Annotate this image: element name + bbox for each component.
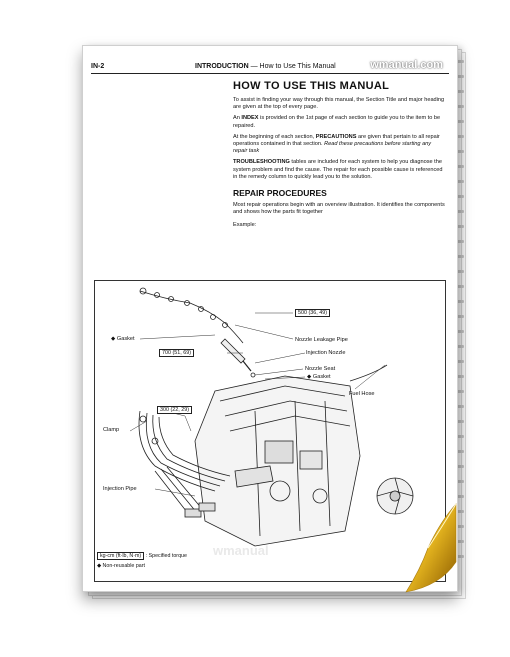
legend-units: kg-cm (ft·lb, N·m) [97, 552, 144, 560]
section-heading: REPAIR PROCEDURES [233, 188, 327, 199]
text-column [233, 80, 445, 234]
legend-torque-text: : Specified torque [145, 553, 187, 559]
page-header [91, 59, 449, 75]
legend-nonreusable: ◆ Non-reusable part [97, 563, 145, 569]
legend-torque [97, 553, 187, 559]
section-name: INTRODUCTION [195, 63, 249, 70]
torque-spec: 700 (51, 69) [159, 349, 194, 357]
paragraph: To assist in finding your way through this manual, the Section Title and major heading are given at the top of every page. [233, 97, 445, 111]
torque-spec: 500 (36, 49) [295, 309, 330, 317]
label-clamp: Clamp [103, 427, 120, 433]
label-fuel-hose: Fuel Hose [349, 391, 375, 397]
paragraph: At the beginning of each section, PRECAUTIONS are given that pertain to all repair operations contained in that section. Read these precautions before starting any repair task [233, 133, 440, 155]
watermark: wmanual [213, 543, 269, 558]
paragraph: An INDEX is provided on the 1st page of each section to guide you to the item to be repaired. [233, 115, 441, 129]
label-nozzle-leakage-pipe: Nozzle Leakage Pipe [295, 337, 348, 343]
engine-illustration [95, 281, 445, 581]
page-curl-icon [400, 500, 458, 595]
page-title: HOW TO USE THIS MANUAL [233, 80, 390, 92]
section-title [195, 63, 336, 70]
page-number: IN-2 [91, 63, 105, 70]
example-label: Example: [233, 222, 257, 229]
label-nozzle-seat: Nozzle Seat [305, 366, 336, 372]
label-gasket: ◆ Gasket [111, 336, 135, 342]
paragraph: TROUBLESHOOTING tables are included for each system to help you diagnose the system problem and find the cause. The repair for each possible cause is referenced in the remedy column to quickly lead you to the solution. [233, 159, 443, 180]
watermark: wmanual.com [370, 59, 443, 71]
header-rule [91, 73, 449, 74]
section-subtitle: — How to Use This Manual [248, 63, 336, 70]
paragraph: Most repair operations begin with an overview illustration. It identifies the components and shows how the parts fit together [233, 202, 445, 216]
label-injection-pipe: Injection Pipe [103, 486, 137, 492]
label-gasket: ◆ Gasket [307, 374, 331, 380]
torque-spec: 300 (22, 29) [157, 406, 192, 414]
exploded-view-figure [94, 280, 446, 582]
label-injection-nozzle: Injection Nozzle [306, 350, 346, 356]
